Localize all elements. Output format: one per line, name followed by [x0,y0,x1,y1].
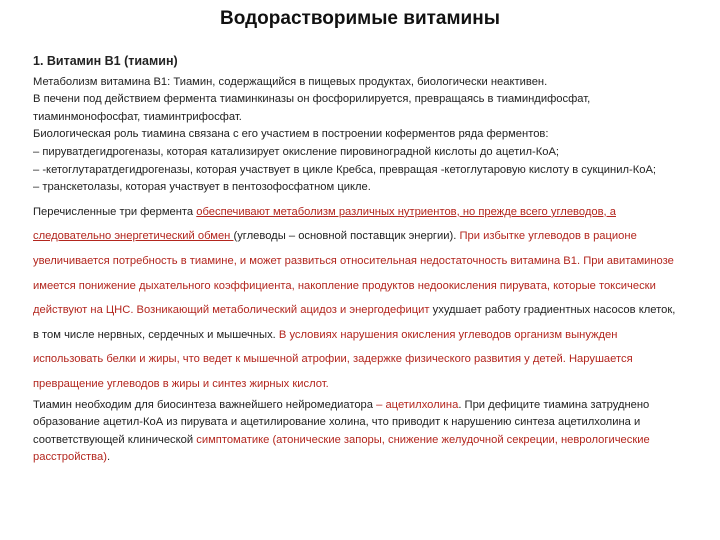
acetylcholine-intro: Тиамин необходим для биосинтеза важнейшего нейромедиатора [33,398,377,411]
acetylcholine-end: . [106,451,111,464]
function-paren: (углеводы – основной поставщик энергии). [233,230,460,243]
acetylcholine-symptoms: симптоматике (атонические запоры, снижение желудочной секреции, неврологические расстройства) [33,433,650,464]
function-avitaminosis: При авитаминозе имеется понижение дыхательного коэффициента, накопление продуктов недоокисления пирувата, которые токсически действуют на ЦНС. Возникающий метаболический ацидоз и энергодефицит [33,254,674,317]
function-excess: При избытке углеводов в рационе увеличивается потребность в тиамине, и может развиться относительная недостаточность витамина В1. [33,230,637,267]
slide-title: Водорастворимые витамины [220,8,500,29]
acetylcholine-middle: . При дефиците тиамина затруднено образование ацетил-КоА из пирувата и ацетилирование холина, что приводит к нарушению синтеза ацетилхолина и соответствующей клинической [33,398,650,446]
metabolism-line-2: В печени под действием фермента тиаминкиназы он фосфорилируется, превращаясь в тиаминдифосфат, тиаминмонофосфат, тиаминтрифосфат. [33,93,591,123]
function-intro: Перечисленные три фермента [33,205,197,218]
function-highlight: обеспечивают метаболизм различных нутриентов, но прежде всего углеводов, а следовательно энергетический обмен [33,205,616,243]
acetylcholine-mediator: – ацетилхолина [376,398,459,411]
enzyme-item-ketoglutarate-dehydrogenase: – -кетоглутаратдегидрогеназы, которая участвует в цикле Кребса, превращая -кетоглутаровую кислоту в сукцинил-КоА; [33,163,657,176]
function-paragraph [33,200,683,397]
enzyme-item-transketolase: – транскетолазы, которая участвует в пентозофосфатном цикле. [33,181,371,194]
enzyme-item-pyruvate-dehydrogenase: – пируватдегидрогеназы, которая катализирует окисление пировиноградной кислоты до ацетил-КоА; [33,145,560,158]
function-heart: ухудшает работу градиентных насосов клеток, в том числе нервных, сердечных и мышечных. [33,304,676,341]
function-disruption: В условиях нарушения окисления углеводов организм вынужден использовать белки и жиры, что ведет к мышечной атрофии, задержке физического развития у детей. Нарушается превращение углеводов в жиры и синтез жирных кислот. [33,328,633,390]
acetylcholine-paragraph [33,397,683,467]
metabolism-line-3: Биологическая роль тиамина связана с его участием в построении коферментов ряда ферментов: [33,128,549,141]
metabolism-line-1: Метаболизм витамина В1: Тиамин, содержащийся в пищевых продуктах, биологически неактивен. [33,75,548,88]
slide-content [33,53,683,467]
section-heading: 1. Витамин В1 (тиамин) [33,54,178,68]
